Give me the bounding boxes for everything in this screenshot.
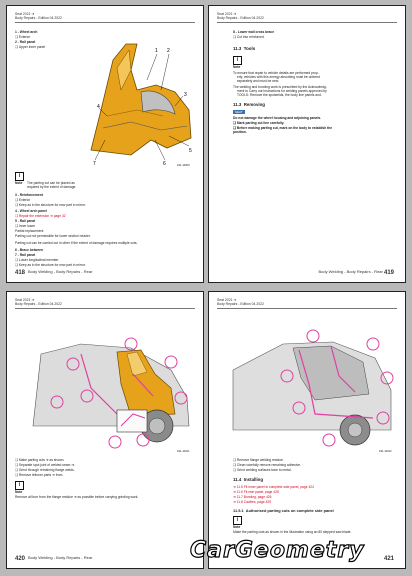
note-bullet: To ensure that repair to vehicle details are performed prop- — [233, 71, 319, 75]
note-label: Note — [233, 525, 241, 529]
cross-reference-link[interactable]: ➔ 11.8 Cavities, page 429 — [233, 500, 272, 504]
callout-2: 2 — [167, 48, 170, 54]
page-header — [15, 298, 62, 307]
removal-step: Do not damage the wheel housing and adjoining panels. — [233, 116, 322, 120]
list-item: 2 - Rail panel — [15, 40, 36, 44]
list-item: ❑ Keep as in the structure for new part in mirror. — [15, 263, 86, 267]
info-note-icon: i — [233, 56, 242, 65]
list-item: ❑ Remove flange welding residue. — [233, 458, 284, 462]
header-line-2: Body Repairs - Edition 04.2022 — [15, 302, 62, 307]
cross-reference-link[interactable]: ➔ 11.7 Bonding, page 426 — [233, 495, 272, 499]
section-number: 11.5.1 — [233, 508, 244, 513]
cross-reference-link[interactable]: ➔ 11.6 Fit rear panel, page 425 — [233, 490, 279, 494]
info-note-icon: i — [233, 516, 242, 525]
header-line-1: Seat 2021 ➔ — [15, 12, 35, 16]
callout-6: 6 — [163, 161, 166, 166]
header-divider — [217, 308, 397, 309]
list-item: ❑ Inner lower — [15, 224, 36, 228]
list-item: 5 - Rail panel — [15, 219, 36, 223]
section-title: Authorised parting cuts on complete side panel — [245, 508, 334, 513]
page-header — [217, 12, 264, 21]
page-footer — [15, 555, 92, 562]
footer-text: Body Welding - Body Repairs - Rear — [28, 555, 93, 560]
note-label: Note — [15, 181, 23, 185]
list-item: Partial replacement — [15, 229, 44, 233]
callout-1: 1 — [155, 48, 158, 54]
car-pillar-illustration — [71, 30, 199, 166]
seat-badge-label: SEAT — [235, 110, 243, 114]
page-number: 419 — [383, 270, 394, 276]
note-text: Remove all burr from the flange residue ➔ as possible before carrying grinding work. — [15, 495, 139, 499]
list-item: ❑ Keep as in the structure for new part in mirror. — [15, 203, 86, 207]
section-number: 11.3 — [233, 102, 242, 107]
footer-text: Body Welding - Body Repairs - Rear — [318, 269, 383, 274]
manual-page-418 — [6, 5, 204, 283]
note-bullet: The welding and bonding work is prescribed by the Acknowledg- — [233, 85, 327, 89]
section-heading-installing — [233, 477, 263, 482]
section-title: Installing — [243, 477, 264, 482]
header-divider — [15, 308, 195, 309]
page-footer — [384, 555, 397, 562]
list-item: ❑ Make parting cuts ➔ as shown. — [15, 458, 65, 462]
note-bullet: erly, vehicles with this energy absorbing must be ordered — [237, 75, 320, 79]
page-footer — [15, 269, 92, 276]
callout-7: 7 — [93, 161, 96, 166]
list-item: ❑ Exterior — [15, 198, 31, 202]
list-item: ❑ Upper inner panel — [15, 45, 46, 49]
list-item: ❑ Grind welding surfaces bare to metal. — [233, 468, 292, 472]
seat-badge — [233, 110, 245, 114]
callout-3: 3 — [184, 92, 187, 98]
page-footer — [318, 269, 397, 276]
note-bullet: TOOLS: Remove the spotwelds, the body line panels and. — [237, 93, 322, 97]
page-number: 418 — [15, 270, 26, 276]
section-heading-removing — [233, 102, 265, 107]
section-number: 11.3 — [233, 46, 242, 51]
header-divider — [217, 22, 397, 23]
car-rear-sidepanel-illustration — [223, 314, 395, 450]
page-number: 421 — [383, 556, 394, 562]
callout-5: 5 — [189, 148, 192, 154]
list-item: ❑ Remove leftover parts ➔ from. — [15, 473, 64, 477]
header-line-1: Seat 2021 ➔ — [15, 298, 35, 302]
list-item: ❑ Cut into reinforced — [233, 35, 264, 39]
section-title: Tools — [243, 46, 256, 51]
header-line-2: Body Repairs - Edition 04.2022 — [217, 16, 264, 21]
list-item: 3 - Reinforcement — [15, 193, 43, 197]
list-item: ❑ Clean carefully remove remaining adhesive. — [233, 463, 302, 467]
note-bullet: separately and must be new. — [237, 79, 279, 83]
header-divider — [15, 22, 195, 23]
info-note-icon: i — [15, 481, 24, 490]
car-rear-cut-illustration — [21, 314, 193, 450]
figure-id: Z31-10009 — [177, 164, 190, 167]
note-text: Make the parting cuts as shown in the illustration using an 80 stepped saw blade. — [233, 530, 352, 534]
note-label: Note — [233, 65, 241, 69]
page-header — [217, 298, 264, 307]
page-header — [15, 12, 62, 21]
header-line-2: Body Repairs - Edition 04.2022 — [217, 302, 264, 307]
manual-page-420 — [6, 291, 204, 569]
cargeometry-watermark-logo: CarGeometry — [190, 538, 365, 563]
cross-reference-link[interactable]: ➔ 11.5 Fit inner panel in complete side panel, page 424 — [233, 485, 314, 489]
list-item: ❑ Lower longitudinal member — [15, 258, 59, 262]
section-heading-tools — [233, 46, 255, 51]
note-bullet: ment to Carry out Instructions for welding panels approved by — [237, 89, 327, 93]
note-text: The parting cut can be placed as — [27, 181, 75, 185]
list-item: ❑ Grind through remaining flange welds. — [15, 468, 75, 472]
list-item: Parting cut can be carried out in other if the extent of damage requires multiple cuts. — [15, 241, 138, 245]
section-heading-parting-cuts — [233, 508, 334, 513]
list-item: Parting cut not permissible for lower section header. — [15, 234, 91, 238]
list-item: 7 - Rail panel — [15, 253, 36, 257]
figure-id: Z31-10102 — [379, 450, 392, 453]
list-item: ❑ Exterior — [15, 35, 31, 39]
list-item: 8 - Lower wall cross brace — [233, 30, 275, 34]
list-item: ❑ Separate spot joint of welded seam ➔. — [15, 463, 75, 467]
header-line-1: Seat 2021 ➔ — [217, 298, 237, 302]
footer-text: Body Welding - Body Repairs - Rear — [28, 269, 93, 274]
list-item: 1 - Wheel arch — [15, 30, 38, 34]
header-line-2: Body Repairs - Edition 04.2022 — [15, 16, 62, 21]
list-item: 6 - Brace between — [15, 248, 44, 252]
removal-step: position. — [233, 130, 247, 134]
list-item-link[interactable]: ❑ Repair the extension ➔ page 32 — [15, 214, 66, 218]
removal-step: ❑ Mark parting cut line carefully. — [233, 121, 285, 125]
info-note-icon: i — [15, 172, 24, 181]
note-label: Note — [15, 490, 23, 494]
figure-id: Z31-10101 — [177, 450, 190, 453]
note-text: required by the extent of damage. — [27, 185, 77, 189]
header-line-1: Seat 2021 ➔ — [217, 12, 237, 16]
manual-page-421 — [208, 291, 406, 569]
section-number: 11.4 — [233, 477, 242, 482]
manual-page-419 — [208, 5, 406, 283]
list-item: 4 - Wheel arch panel — [15, 209, 47, 213]
section-title: Removing — [243, 102, 265, 107]
page-number: 420 — [15, 556, 26, 562]
callout-4: 4 — [97, 104, 100, 110]
removal-step: ❑ Before making parting cut, mark on the body to establish the — [233, 126, 333, 130]
